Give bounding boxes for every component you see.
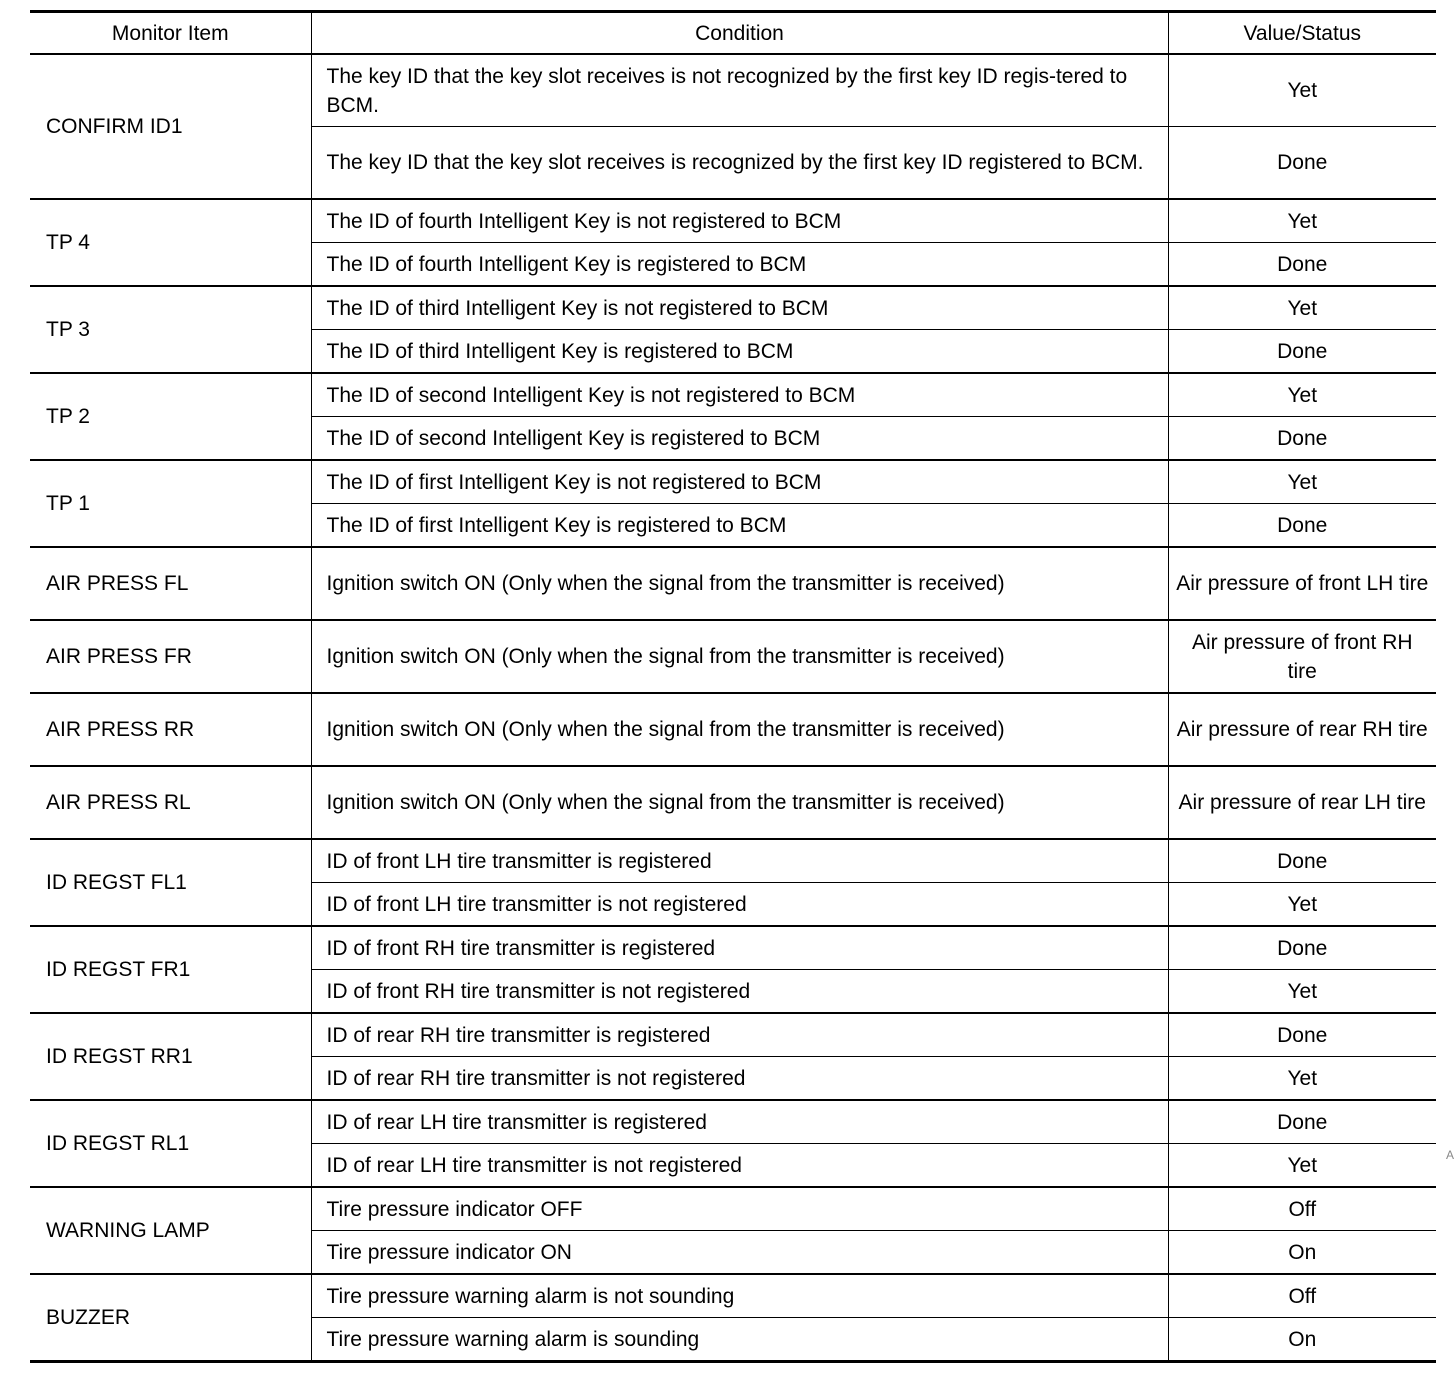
condition-cell: The ID of fourth Intelligent Key is not registered to BCM — [311, 199, 1168, 243]
condition-cell: Ignition switch ON (Only when the signal from the transmitter is received) — [311, 693, 1168, 766]
condition-cell: ID of front RH tire transmitter is registered — [311, 926, 1168, 970]
table-body — [30, 54, 1436, 1362]
monitor-item-cell: TP 4 — [30, 199, 311, 286]
table-row — [30, 766, 1436, 839]
value-status-cell: Done — [1168, 243, 1436, 287]
monitor-item-cell: TP 2 — [30, 373, 311, 460]
condition-cell: The ID of first Intelligent Key is not registered to BCM — [311, 460, 1168, 504]
condition-cell: Tire pressure warning alarm is not sounding — [311, 1274, 1168, 1318]
monitor-item-cell: ID REGST FL1 — [30, 839, 311, 926]
condition-cell: The ID of third Intelligent Key is registered to BCM — [311, 330, 1168, 374]
condition-cell: Tire pressure indicator OFF — [311, 1187, 1168, 1231]
condition-cell: The ID of fourth Intelligent Key is registered to BCM — [311, 243, 1168, 287]
value-status-cell: Done — [1168, 1100, 1436, 1144]
value-status-cell: Done — [1168, 127, 1436, 200]
table-row — [30, 286, 1436, 330]
header-monitor-item: Monitor Item — [30, 12, 311, 55]
condition-cell: ID of front LH tire transmitter is not registered — [311, 883, 1168, 927]
monitor-item-cell: AIR PRESS RL — [30, 766, 311, 839]
monitor-item-cell: ID REGST FR1 — [30, 926, 311, 1013]
value-status-cell: Air pressure of rear RH tire — [1168, 693, 1436, 766]
table-row — [30, 1274, 1436, 1318]
condition-cell: ID of rear RH tire transmitter is not registered — [311, 1057, 1168, 1101]
condition-cell: The key ID that the key slot receives is recognized by the first key ID registered to BCM. — [311, 127, 1168, 200]
value-status-cell: Yet — [1168, 1144, 1436, 1188]
value-status-cell: Air pressure of front RH tire — [1168, 620, 1436, 693]
condition-cell: The ID of second Intelligent Key is not registered to BCM — [311, 373, 1168, 417]
condition-cell: ID of rear LH tire transmitter is registered — [311, 1100, 1168, 1144]
table-row — [30, 54, 1436, 127]
value-status-cell: Done — [1168, 1013, 1436, 1057]
table-row — [30, 460, 1436, 504]
condition-cell: Ignition switch ON (Only when the signal from the transmitter is received) — [311, 620, 1168, 693]
table-row — [30, 839, 1436, 883]
condition-cell: ID of front RH tire transmitter is not registered — [311, 970, 1168, 1014]
condition-cell: The key ID that the key slot receives is not recognized by the first key ID regis-tered to BCM. — [311, 54, 1168, 127]
table-row — [30, 1187, 1436, 1231]
value-status-cell: Yet — [1168, 1057, 1436, 1101]
value-status-cell: Yet — [1168, 286, 1436, 330]
condition-cell: Tire pressure indicator ON — [311, 1231, 1168, 1275]
table-header-row — [30, 12, 1436, 55]
monitor-item-cell: BUZZER — [30, 1274, 311, 1362]
condition-cell: Ignition switch ON (Only when the signal from the transmitter is received) — [311, 547, 1168, 620]
monitor-item-cell: TP 1 — [30, 460, 311, 547]
monitor-item-cell: CONFIRM ID1 — [46, 115, 183, 138]
monitor-item-cell: WARNING LAMP — [30, 1187, 311, 1274]
condition-cell: The ID of third Intelligent Key is not registered to BCM — [311, 286, 1168, 330]
value-status-cell: Done — [1168, 417, 1436, 461]
table-row — [30, 1100, 1436, 1144]
header-value-status: Value/Status — [1168, 12, 1436, 55]
condition-cell: Tire pressure warning alarm is sounding — [311, 1318, 1168, 1362]
condition-cell: The ID of first Intelligent Key is registered to BCM — [311, 504, 1168, 548]
table-row — [30, 1013, 1436, 1057]
condition-cell: ID of rear RH tire transmitter is registered — [311, 1013, 1168, 1057]
table-row — [30, 926, 1436, 970]
monitor-item-cell: AIR PRESS FL — [30, 547, 311, 620]
monitor-item-table — [30, 10, 1436, 1363]
table-row — [30, 547, 1436, 620]
table-row — [30, 373, 1436, 417]
value-status-cell: Off — [1168, 1187, 1436, 1231]
monitor-item-cell: ID REGST RL1 — [30, 1100, 311, 1187]
condition-cell: Ignition switch ON (Only when the signal from the transmitter is received) — [311, 766, 1168, 839]
value-status-cell: Air pressure of front LH tire — [1168, 547, 1436, 620]
monitor-item-cell: ID REGST RR1 — [30, 1013, 311, 1100]
value-status-cell: On — [1168, 1231, 1436, 1275]
condition-cell: The ID of second Intelligent Key is registered to BCM — [311, 417, 1168, 461]
monitor-item-cell: TP 3 — [30, 286, 311, 373]
value-status-cell: Yet — [1168, 54, 1436, 127]
table-row — [30, 620, 1436, 693]
value-status-cell: Yet — [1168, 460, 1436, 504]
condition-cell: ID of rear LH tire transmitter is not registered — [311, 1144, 1168, 1188]
monitor-item-cell: AIR PRESS RR — [30, 693, 311, 766]
value-status-cell: Done — [1168, 504, 1436, 548]
header-condition: Condition — [311, 12, 1168, 55]
table-row — [30, 693, 1436, 766]
value-status-cell: Off — [1168, 1274, 1436, 1318]
value-status-cell: Yet — [1168, 883, 1436, 927]
value-status-cell: Done — [1168, 330, 1436, 374]
value-status-cell: Yet — [1168, 373, 1436, 417]
value-status-cell: Yet — [1168, 199, 1436, 243]
value-status-cell: Yet — [1168, 970, 1436, 1014]
monitor-item-cell: AIR PRESS FR — [30, 620, 311, 693]
margin-mark: A — [1446, 1148, 1455, 1162]
value-status-cell: Air pressure of rear LH tire — [1168, 766, 1436, 839]
value-status-cell: On — [1168, 1318, 1436, 1362]
condition-cell: ID of front LH tire transmitter is registered — [311, 839, 1168, 883]
value-status-cell: Done — [1168, 839, 1436, 883]
table-row — [30, 199, 1436, 243]
value-status-cell: Done — [1168, 926, 1436, 970]
